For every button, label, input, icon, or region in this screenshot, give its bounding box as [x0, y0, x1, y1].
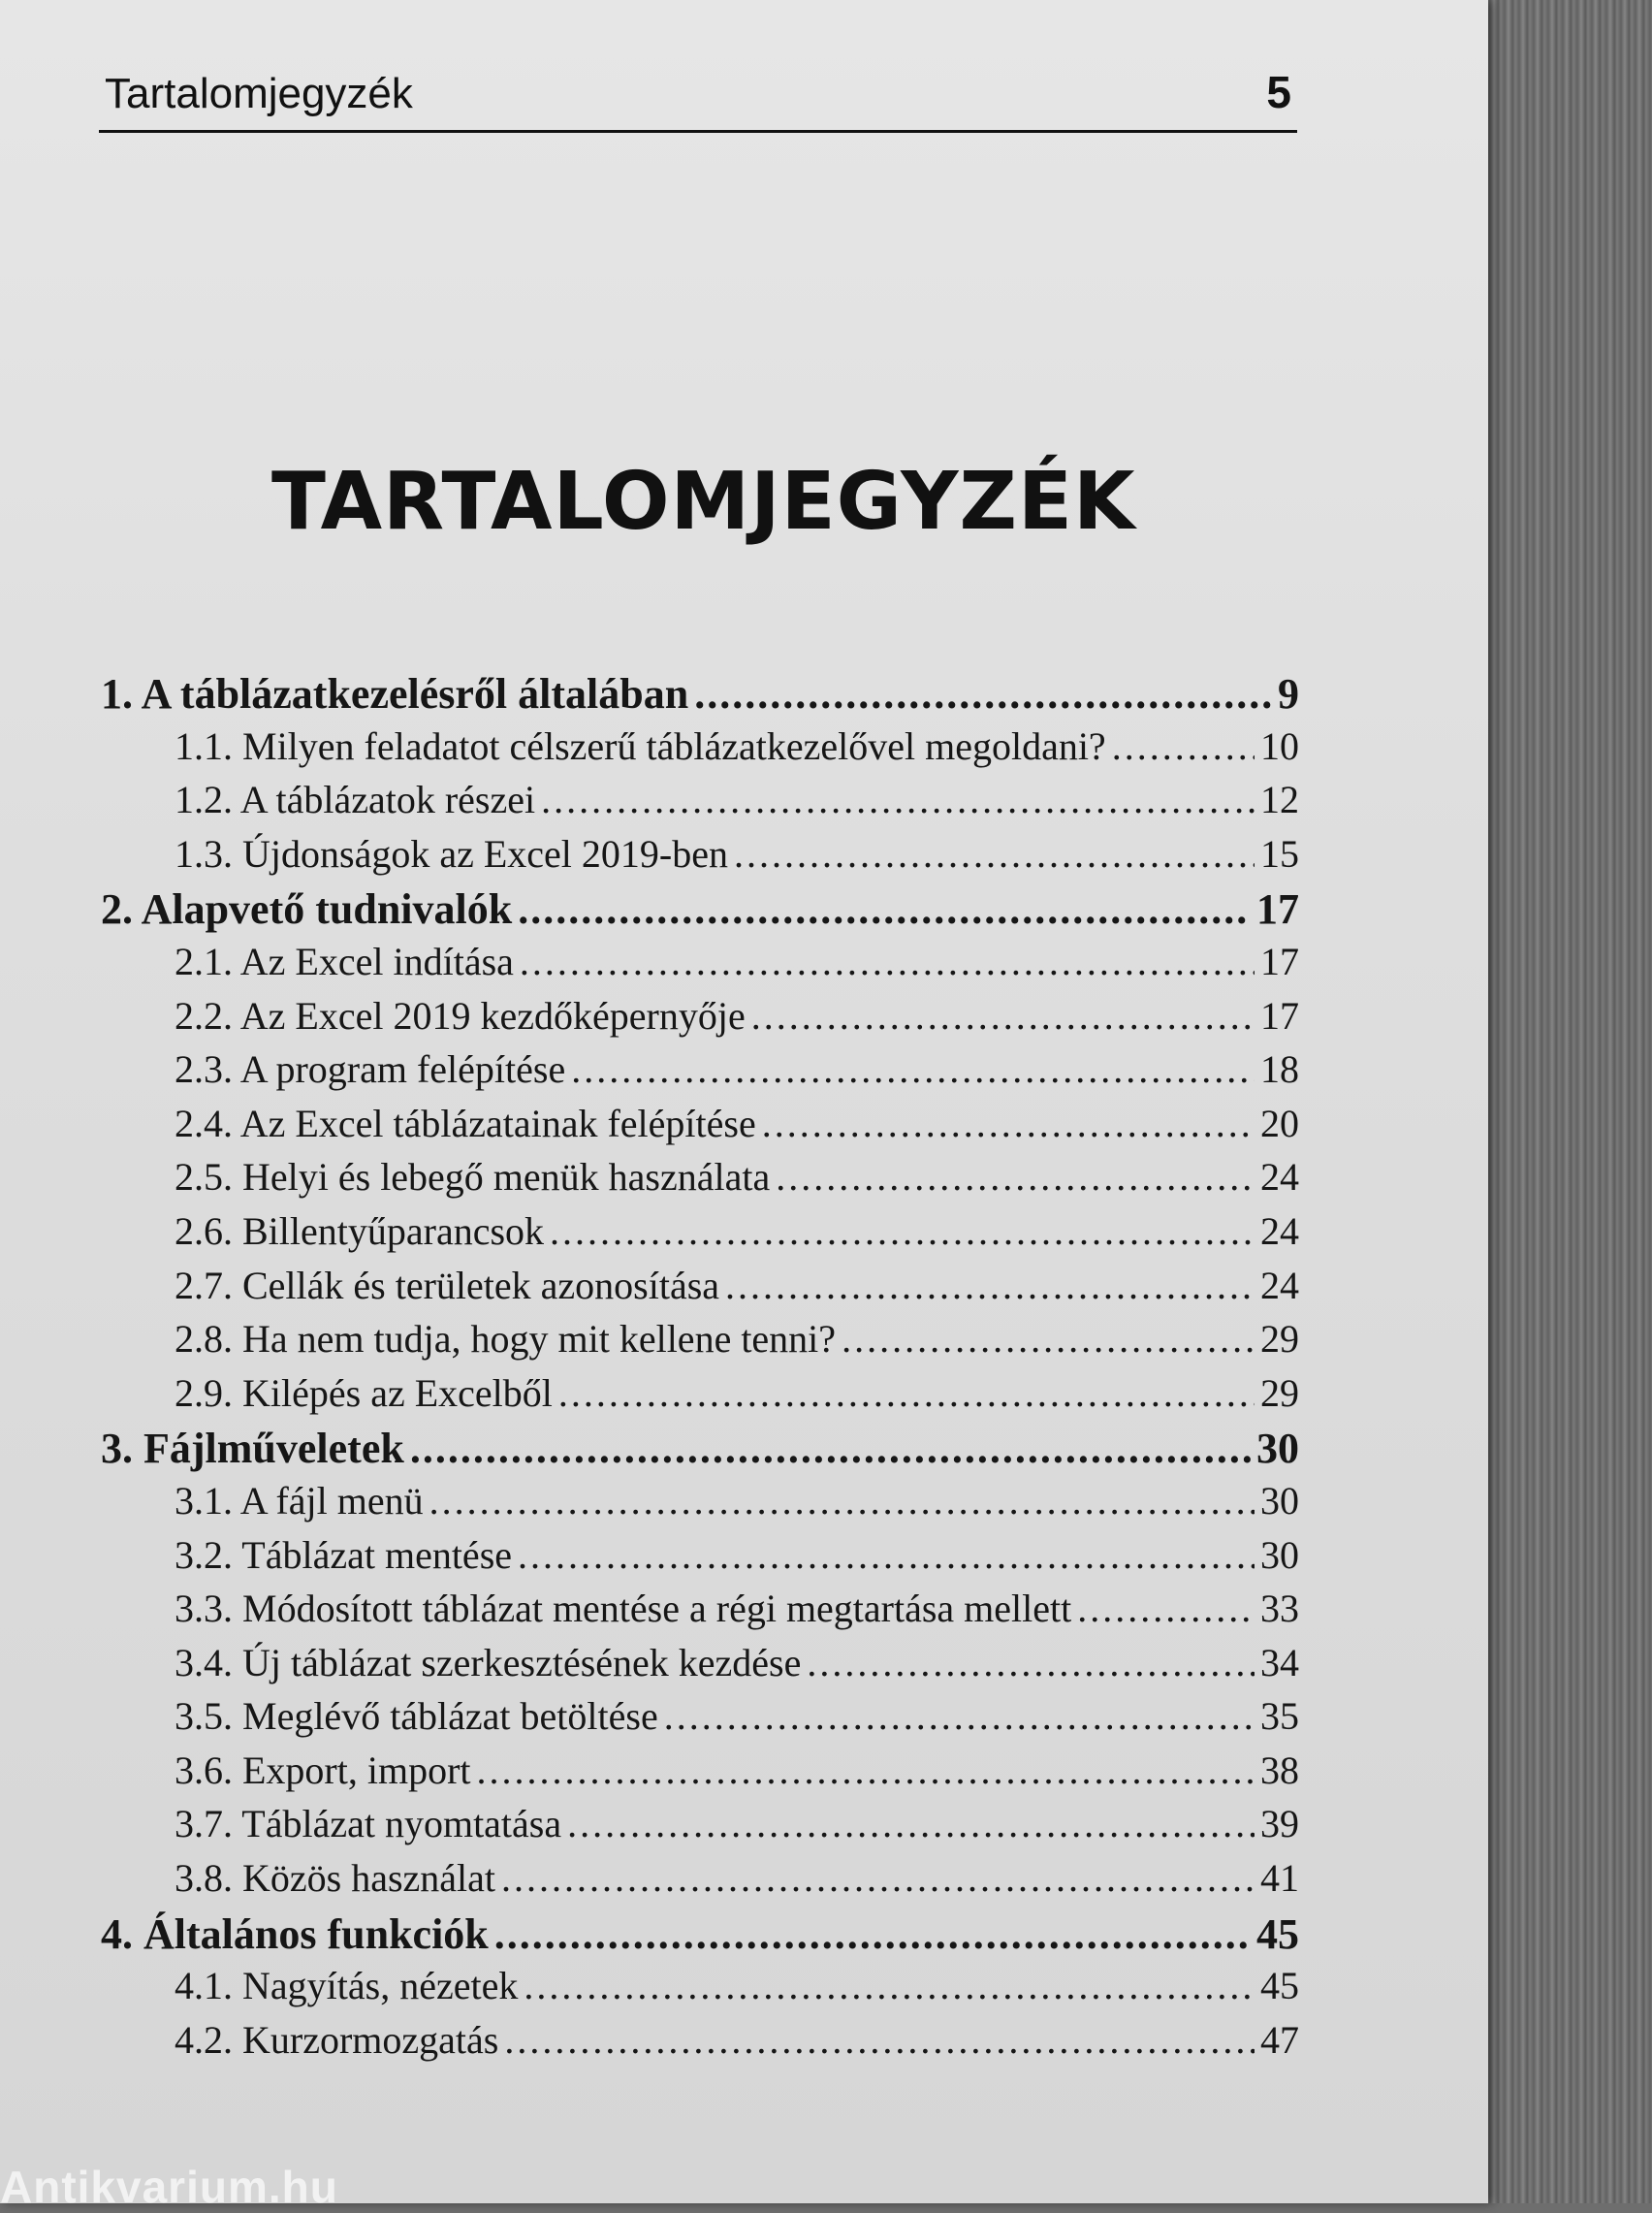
toc-entry-label: 2.7. Cellák és területek azonosítása [175, 1263, 720, 1307]
toc-dot-leader [558, 1370, 1255, 1416]
toc-section-entry [101, 1316, 1299, 1370]
toc-entry-label: 4. Általános funkciók [101, 1909, 489, 1958]
toc-entry-label: 2.3. A program felépítése [175, 1047, 566, 1092]
toc-entry-label: 2. Alapvető tudnivalók [101, 885, 513, 934]
toc-dot-leader [776, 1154, 1255, 1200]
toc-entry-label: 1.1. Milyen feladatot célszerű táblázatkezelővel megoldani? [175, 723, 1106, 768]
toc-entry-page: 38 [1260, 1748, 1299, 1792]
toc-entry-label: 3.7. Táblázat nyomtatása [175, 1802, 562, 1846]
toc-section-entry [101, 1263, 1299, 1317]
toc-entry-label: 2.8. Ha nem tudja, hogy mit kellene tenni? [175, 1317, 837, 1362]
toc-section-entry [101, 1101, 1299, 1155]
toc-section-entry [101, 1532, 1299, 1587]
toc-entry-label: 3.1. A fájl menü [175, 1478, 424, 1523]
toc-section-entry [101, 939, 1299, 993]
toc-entry-label: 1.3. Újdonságok az Excel 2019-ben [175, 831, 728, 876]
toc-dot-leader [541, 777, 1255, 822]
toc-entry-label: 2.6. Billentyűparancsok [175, 1208, 545, 1253]
toc-entry-page: 30 [1260, 1532, 1299, 1577]
toc-section-entry [101, 1640, 1299, 1694]
toc-entry-page: 34 [1260, 1640, 1299, 1684]
toc-chapter-entry [101, 669, 1299, 723]
toc-dot-leader [571, 1046, 1255, 1092]
toc-dot-leader [807, 1640, 1255, 1685]
toc-section-entry [101, 1478, 1299, 1532]
toc-dot-leader [501, 1855, 1255, 1901]
toc-section-entry [101, 831, 1299, 885]
toc-entry-page: 24 [1260, 1263, 1299, 1307]
toc-section-entry [101, 1748, 1299, 1802]
toc-entry-page: 15 [1260, 831, 1299, 876]
toc-section-entry [101, 723, 1299, 778]
toc-entry-page: 17 [1260, 939, 1299, 983]
toc-entry-page: 29 [1260, 1370, 1299, 1415]
toc-entry-page: 45 [1256, 1909, 1299, 1958]
page-number: 5 [1266, 67, 1291, 117]
toc-entry-label: 2.5. Helyi és lebegő menük használata [175, 1155, 771, 1200]
toc-entry-label: 2.2. Az Excel 2019 kezdőképernyője [175, 993, 746, 1038]
toc-section-entry [101, 1693, 1299, 1748]
toc-entry-page: 20 [1260, 1101, 1299, 1145]
toc-dot-leader [550, 1208, 1255, 1254]
toc-section-entry [101, 1963, 1299, 2017]
toc-entry-label: 2.9. Kilépés az Excelből [175, 1370, 553, 1415]
toc-entry-label: 3.2. Táblázat mentése [175, 1532, 513, 1577]
toc-dot-leader [518, 1532, 1255, 1578]
toc-dot-leader [734, 831, 1255, 877]
toc-entry-label: 3.5. Meglévő táblázat betöltése [175, 1694, 658, 1739]
toc-entry-page: 24 [1260, 1155, 1299, 1200]
toc-entry-label: 1.2. A táblázatok részei [175, 778, 536, 822]
toc-dot-leader [842, 1316, 1255, 1362]
toc-entry-page: 12 [1260, 778, 1299, 822]
toc-entry-page: 30 [1260, 1478, 1299, 1523]
toc-entry-label: 2.4. Az Excel táblázatainak felépítése [175, 1101, 756, 1145]
toc-section-entry [101, 1370, 1299, 1425]
toc-entry-label: 4.2. Kurzormozgatás [175, 2017, 499, 2062]
toc-section-entry [101, 1154, 1299, 1208]
toc-dot-leader [504, 2017, 1255, 2063]
toc-entry-label: 3.6. Export, import [175, 1748, 471, 1792]
toc-dot-leader [494, 1909, 1251, 1959]
toc-dot-leader [1077, 1586, 1255, 1631]
toc-dot-leader [1112, 723, 1255, 769]
toc-section-entry [101, 777, 1299, 831]
toc-section-entry [101, 1208, 1299, 1263]
toc-dot-leader [751, 993, 1255, 1039]
toc-entry-label: 1. A táblázatkezelésről általában [101, 670, 689, 718]
toc-entry-page: 18 [1260, 1047, 1299, 1092]
toc-dot-leader [694, 669, 1272, 719]
toc-entry-page: 35 [1260, 1694, 1299, 1739]
background-surface [1483, 0, 1652, 2203]
toc-entry-page: 30 [1256, 1425, 1299, 1473]
toc-section-entry [101, 2017, 1299, 2071]
toc-entry-page: 17 [1256, 885, 1299, 934]
toc-entry-label: 2.1. Az Excel indítása [175, 939, 514, 983]
toc-chapter-entry [101, 1909, 1299, 1964]
toc-entry-page: 17 [1260, 993, 1299, 1038]
toc-dot-leader [664, 1693, 1255, 1739]
toc-entry-page: 47 [1260, 2017, 1299, 2062]
running-head-title: Tartalomjegyzék [105, 70, 413, 117]
toc-section-entry [101, 1586, 1299, 1640]
toc-dot-leader [520, 939, 1255, 984]
toc-section-entry [101, 993, 1299, 1047]
toc-entry-page: 41 [1260, 1856, 1299, 1901]
toc-dot-leader [524, 1963, 1255, 2008]
toc-dot-leader [725, 1263, 1255, 1308]
toc-dot-leader [762, 1101, 1255, 1146]
toc-entry-page: 39 [1260, 1802, 1299, 1846]
table-of-contents [101, 669, 1299, 2070]
toc-section-entry [101, 1801, 1299, 1855]
toc-chapter-entry [101, 884, 1299, 939]
toc-entry-page: 29 [1260, 1317, 1299, 1362]
toc-entry-page: 24 [1260, 1208, 1299, 1253]
toc-entry-label: 3.4. Új táblázat szerkesztésének kezdése [175, 1640, 802, 1684]
toc-entry-label: 4.1. Nagyítás, nézetek [175, 1964, 519, 2008]
toc-entry-page: 33 [1260, 1587, 1299, 1631]
watermark-text: Antikvarium.hu [0, 2162, 338, 2212]
toc-entry-label: 3.3. Módosított táblázat mentése a régi megtartása mellett [175, 1587, 1072, 1631]
toc-dot-leader [429, 1478, 1255, 1523]
toc-dot-leader [567, 1801, 1255, 1846]
page-title: TARTALOMJEGYZÉK [271, 456, 1136, 548]
toc-section-entry [101, 1046, 1299, 1101]
toc-entry-label: 3.8. Közös használat [175, 1856, 496, 1901]
toc-entry-page: 45 [1260, 1964, 1299, 2008]
toc-chapter-entry [101, 1424, 1299, 1478]
toc-section-entry [101, 1855, 1299, 1909]
toc-entry-page: 9 [1278, 670, 1299, 718]
toc-dot-leader [518, 884, 1251, 934]
toc-dot-leader [410, 1424, 1251, 1473]
toc-dot-leader [477, 1748, 1255, 1793]
toc-entry-page: 10 [1260, 723, 1299, 768]
toc-entry-label: 3. Fájlműveletek [101, 1425, 404, 1473]
running-head [99, 58, 1297, 133]
